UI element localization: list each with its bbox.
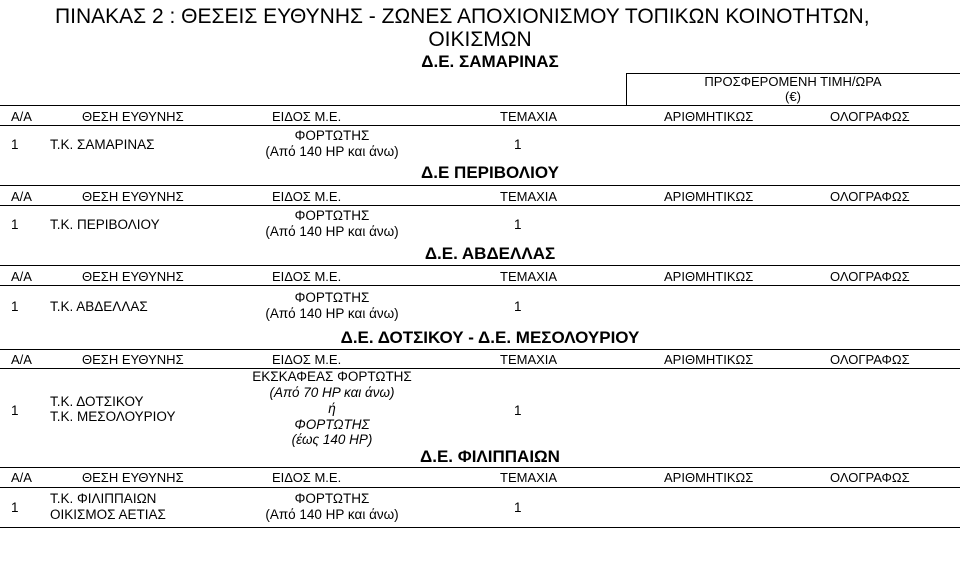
col-words: ΟΛΟΓΡΑΦΩΣ [830, 470, 910, 485]
row-aa: 1 [11, 299, 19, 314]
col-words: ΟΛΟΓΡΑΦΩΣ [830, 189, 910, 204]
col-pieces: ΤΕΜΑΧΙΑ [500, 470, 558, 485]
header-top-rule [0, 265, 960, 266]
header-bottom-rule [0, 125, 960, 126]
price-header-top-rule [626, 73, 960, 74]
row-machine-line2: (Από 140 HP και άνω) [265, 224, 399, 239]
document-title-line1: ΠΙΝΑΚΑΣ 2 : ΘΕΣΕΙΣ ΕΥΘΥΝΗΣ - ΖΩΝΕΣ ΑΠΟΧΙΟΝΙΣΜΟΥ ΤΟΠΙΚΩΝ ΚΟΙΝΟΤΗΤΩΝ, [55, 5, 870, 28]
row-machine-line1: ΦΟΡΤΩΤΗΣ [294, 491, 370, 506]
col-machine-type: ΕΙΔΟΣ Μ.Ε. [272, 269, 342, 284]
col-machine-type: ΕΙΔΟΣ Μ.Ε. [272, 189, 342, 204]
col-position: ΘΕΣΗ ΕΥΘΥΝΗΣ [82, 109, 184, 124]
row-position: Τ.Κ. ΣΑΜΑΡΙΝΑΣ [50, 137, 155, 152]
col-machine-type: ΕΙΔΟΣ Μ.Ε. [272, 470, 342, 485]
row-machine-line5: (έως 140 HP) [291, 432, 373, 447]
col-position: ΘΕΣΗ ΕΥΘΥΝΗΣ [82, 470, 184, 485]
row-machine-line4: ΦΟΡΤΩΤΗΣ [294, 417, 370, 432]
col-numeric: ΑΡΙΘΜΗΤΙΚΩΣ [664, 470, 754, 485]
section-heading-avdella: Δ.Ε. ΑΒΔΕΛΛΑΣ [424, 244, 556, 263]
col-position: ΘΕΣΗ ΕΥΘΥΝΗΣ [82, 269, 184, 284]
row-machine-line2: (Από 70 HP και άνω) [269, 385, 395, 400]
row-aa: 1 [11, 403, 19, 418]
col-numeric: ΑΡΙΘΜΗΤΙΚΩΣ [664, 352, 754, 367]
col-aa: Α/Α [11, 470, 32, 485]
section-heading-samarina: Δ.Ε. ΣΑΜΑΡΙΝΑΣ [421, 52, 559, 71]
col-words: ΟΛΟΓΡΑΦΩΣ [830, 109, 910, 124]
row-machine-line1: ΦΟΡΤΩΤΗΣ [294, 290, 370, 305]
price-header-line1: ΠΡΟΣΦΕΡΟΜΕΝΗ ΤΙΜΗ/ΩΡΑ [704, 74, 882, 89]
col-pieces: ΤΕΜΑΧΙΑ [500, 269, 558, 284]
row-machine-line2: (Από 140 HP και άνω) [265, 507, 399, 522]
row-pieces: 1 [514, 137, 522, 152]
price-header-line2: (€) [785, 89, 801, 104]
header-top-rule [0, 467, 960, 468]
row-pieces: 1 [514, 217, 522, 232]
section-heading-perivoli: Δ.Ε ΠΕΡΙΒΟΛΙΟΥ [421, 163, 559, 182]
col-numeric: ΑΡΙΘΜΗΤΙΚΩΣ [664, 269, 754, 284]
col-pieces: ΤΕΜΑΧΙΑ [500, 352, 558, 367]
row-machine-line1: ΦΟΡΤΩΤΗΣ [294, 128, 370, 143]
header-top-rule [0, 349, 960, 350]
row-position-line1: Τ.Κ. ΔΟΤΣΙΚΟΥ [50, 394, 144, 409]
row-position: Τ.Κ. ΑΒΔΕΛΛΑΣ [50, 299, 148, 314]
row-aa: 1 [11, 137, 19, 152]
header-bottom-rule [0, 285, 960, 286]
col-position: ΘΕΣΗ ΕΥΘΥΝΗΣ [82, 352, 184, 367]
col-pieces: ΤΕΜΑΧΙΑ [500, 109, 558, 124]
section-heading-filippaioi: Δ.Ε. ΦΙΛΙΠΠΑΙΩΝ [420, 447, 560, 466]
col-numeric: ΑΡΙΘΜΗΤΙΚΩΣ [664, 109, 754, 124]
row-aa: 1 [11, 500, 19, 515]
row-machine-line2: (Από 140 HP και άνω) [265, 144, 399, 159]
row-pieces: 1 [514, 500, 522, 515]
row-pieces: 1 [514, 403, 522, 418]
document-title-line2: ΟΙΚΙΣΜΩΝ [428, 28, 532, 51]
col-words: ΟΛΟΓΡΑΦΩΣ [830, 352, 910, 367]
section-heading-dotsiko-mesolouri: Δ.Ε. ΔΟΤΣΙΚΟΥ - Δ.Ε. ΜΕΣΟΛΟΥΡΙΟΥ [340, 328, 640, 347]
col-words: ΟΛΟΓΡΑΦΩΣ [830, 269, 910, 284]
row-machine-line1: ΕΚΣΚΑΦΕΑΣ ΦΟΡΤΩΤΗΣ [252, 369, 412, 384]
price-header-divider [626, 73, 627, 105]
col-numeric: ΑΡΙΘΜΗΤΙΚΩΣ [664, 189, 754, 204]
row-machine-line2: (Από 140 HP και άνω) [265, 306, 399, 321]
row-position: Τ.Κ. ΠΕΡΙΒΟΛΙΟΥ [50, 217, 160, 232]
row-position-line2: ΟΙΚΙΣΜΟΣ ΑΕΤΙΑΣ [50, 507, 166, 522]
col-aa: Α/Α [11, 109, 32, 124]
table-bottom-rule [0, 527, 960, 528]
header-bottom-rule [0, 487, 960, 488]
row-machine-line3: ή [328, 401, 336, 416]
row-position-line2: Τ.Κ. ΜΕΣΟΛΟΥΡΙΟΥ [50, 409, 176, 424]
header-bottom-rule [0, 205, 960, 206]
header-bottom-rule [0, 368, 960, 369]
col-aa: Α/Α [11, 189, 32, 204]
col-position: ΘΕΣΗ ΕΥΘΥΝΗΣ [82, 189, 184, 204]
header-top-rule [0, 185, 960, 186]
col-machine-type: ΕΙΔΟΣ Μ.Ε. [272, 352, 342, 367]
col-machine-type: ΕΙΔΟΣ Μ.Ε. [272, 109, 342, 124]
col-aa: Α/Α [11, 269, 32, 284]
row-machine-line1: ΦΟΡΤΩΤΗΣ [294, 208, 370, 223]
row-position-line1: Τ.Κ. ΦΙΛΙΠΠΑΙΩΝ [50, 491, 157, 506]
row-aa: 1 [11, 217, 19, 232]
col-pieces: ΤΕΜΑΧΙΑ [500, 189, 558, 204]
row-pieces: 1 [514, 299, 522, 314]
header-top-rule [0, 105, 960, 106]
col-aa: Α/Α [11, 352, 32, 367]
